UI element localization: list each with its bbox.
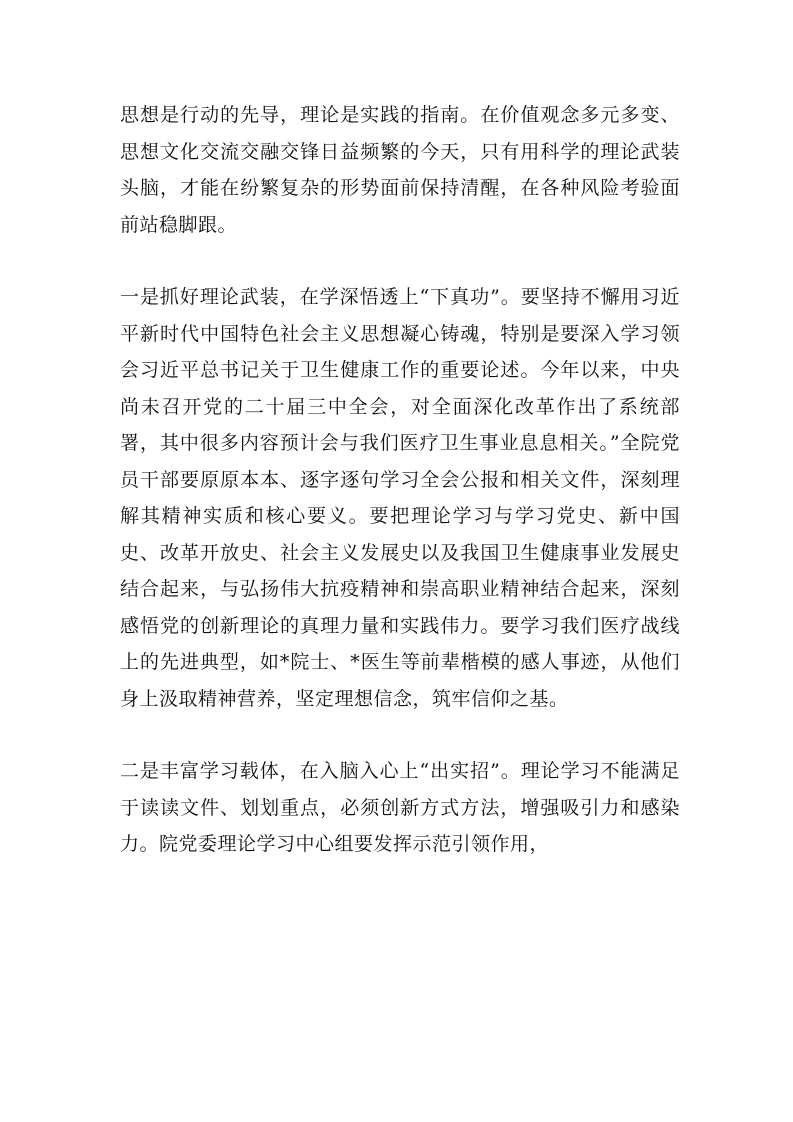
- paragraph-theory-study: 一是抓好理论武装，在学深悟透上“下真功”。要坚持不懈用习近平新时代中国特色社会主义思想凝心铸魂，特别是要深入学习领会习近平总书记关于卫生健康工作的重要论述。今年以来，中央尚未召开党的二十届三中全会，对全面深化改革作出了系统部署，其中很多内容预计会与我们医疗卫生事业息息相关。”全院党员干部要原原本本、逐字逐句学习全会公报和相关文件，深刻理解其精神实质和核心要义。要把理论学习与学习党史、新中国史、改革开放史、社会主义发展史以及我国卫生健康事业发展史结合起来，与弘扬伟大抗疫精神和崇高职业精神结合起来，深刻感悟党的创新理论的真理力量和实践伟力。要学习我们医疗战线上的先进典型，如*院士、*医生等前辈楷模的感人事迹，从他们身上汲取精神营养，坚定理想信念，筑牢信仰之基。: [120, 286, 680, 710]
- document-body: [120, 97, 680, 899]
- paragraph-study-carriers: 二是丰富学习载体，在入脑入心上“出实招”。理论学习不能满足于读读文件、划划重点，必须创新方式方法，增强吸引力和感染力。院党委理论学习中心组要发挥示范引领作用，: [120, 760, 680, 855]
- paragraph-intro: 思想是行动的先导，理论是实践的指南。在价值观念多元多变、思想文化交流交融交锋日益频繁的今天，只有用科学的理论武装头脑，才能在纷繁复杂的形势面前保持清醒，在各种风险考验面前站稳脚跟。: [120, 104, 680, 236]
